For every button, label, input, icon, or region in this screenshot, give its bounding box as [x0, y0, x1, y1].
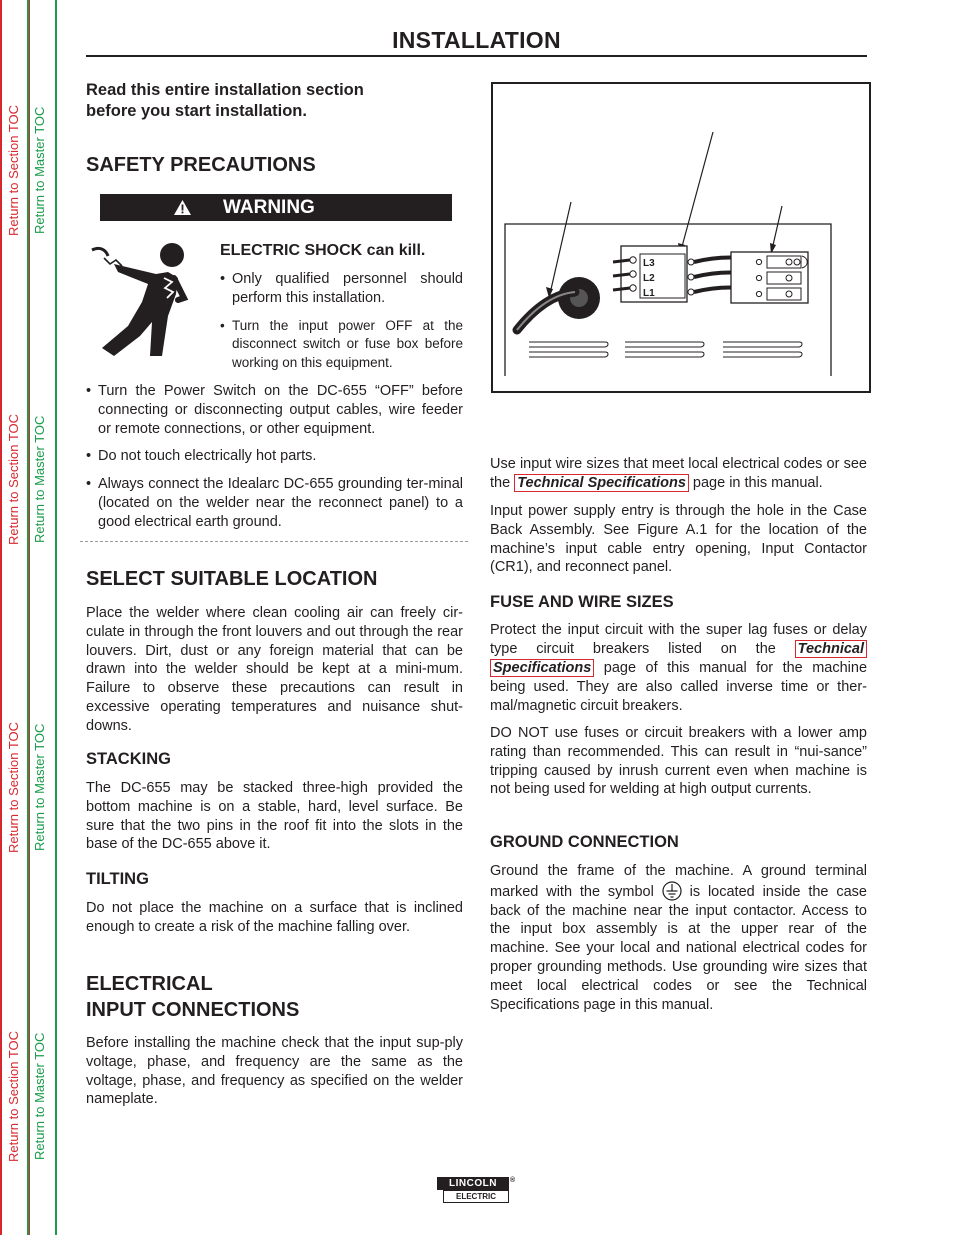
safety-bullet: • Do not touch electrically hot parts. — [86, 447, 463, 466]
specifications-link[interactable]: Specifications — [490, 659, 594, 677]
return-section-toc-link-1[interactable]: Return to Section TOC — [6, 104, 21, 236]
electrical-heading-line-2: INPUT CONNECTIONS — [86, 999, 300, 1021]
logo-registered: ® — [510, 1177, 516, 1184]
ground-symbol-icon — [662, 881, 682, 901]
warning-banner — [100, 194, 452, 221]
safety-heading: SAFETY PRECAUTIONS — [86, 154, 316, 176]
ground-text: Ground the frame of the machine. A ground terminal marked with the symbol — [490, 863, 867, 900]
power-entry-paragraph: Input power supply entry is through the hole in the Case Back Assembly. See Figure A.1 for the location of the machine’s input cable entry opening, Input Contactor (CR1), and reconnect panel. — [490, 503, 867, 576]
fuse-warning-paragraph: DO NOT use fuses or circuit breakers with a lower amp rating than recommended. This can result in “nui-sance” tripping caused by inrush current even when machine is not being used for welding at high output currents. — [490, 725, 867, 798]
stacking-heading: STACKING — [86, 750, 171, 768]
ground-paragraph — [490, 862, 867, 1014]
ground-heading: GROUND CONNECTION — [490, 833, 679, 851]
technical-link[interactable]: Technical — [795, 640, 867, 658]
return-master-toc-link-1[interactable]: Return to Master TOC — [32, 106, 47, 234]
location-heading: SELECT SUITABLE LOCATION — [86, 568, 378, 590]
terminal-label-l1: L1 — [643, 288, 655, 299]
return-master-toc-link-2[interactable]: Return to Master TOC — [32, 415, 47, 543]
page-title: INSTALLATION — [392, 27, 561, 53]
safety-bullets — [86, 382, 463, 532]
tilting-heading: TILTING — [86, 870, 149, 888]
electrical-heading-line-1: ELECTRICAL — [86, 973, 213, 995]
terminal-label-l3: L3 — [643, 258, 655, 269]
electrical-heading — [86, 971, 466, 1023]
return-section-toc-link-2[interactable]: Return to Section TOC — [6, 413, 21, 545]
stacking-text: The DC-655 may be stacked three-high provided the bottom machine is on a stable, hard, level surface. Be sure that the two pins in the roof fit into the slots in the base of the DC-655 above it. — [86, 780, 463, 853]
location-text: Place the welder where clean cooling air can freely cir-culate in through the front louvers and out through the rear louvers. Dirt, dust or any foreign material that can be drawn into the welder should be kept at a mini-mum. Failure to observe these precautions can result in excessive operating temperatures and nuisance shut-downs. — [86, 605, 463, 734]
safety-bullet: • Always connect the Idealarc DC-655 grounding ter-minal (located on the welder near the reconnect panel) to a good electrical earth ground. — [86, 475, 463, 531]
safety-bullet: • Turn the Power Switch on the DC-655 “OFF” before connecting or disconnecting output cables, wire feeder or remote connections, or other equipment. — [86, 382, 463, 438]
terminal-label-l2: L2 — [643, 273, 655, 284]
wire-size-paragraph — [490, 455, 867, 493]
fuse-heading: FUSE AND WIRE SIZES — [490, 593, 674, 611]
lincoln-electric-logo — [437, 1177, 517, 1203]
shock-heading: ELECTRIC SHOCK can kill. — [220, 242, 426, 259]
shock-bullet: • Only qualified personnel should perform this installation. — [220, 270, 463, 308]
warning-triangle-icon — [174, 200, 191, 215]
return-master-toc-link-3[interactable]: Return to Master TOC — [32, 723, 47, 851]
fuse-text-end: page of this manual for the machine being used. They are also called inverse time or ther-mal/magnetic circuit breakers. — [490, 659, 868, 714]
tilting-text: Do not place the machine on a surface that is inclined enough to create a risk of the machine falling over. — [86, 900, 463, 935]
fuse-text: Protect the input circuit with the super lag fuses or delay type circuit breakers listed on the — [490, 622, 867, 657]
wire-size-text: Use input wire sizes that meet local electrical codes or see the — [490, 456, 867, 491]
fuse-paragraph — [490, 621, 867, 716]
logo-bottom: ELECTRIC — [443, 1190, 509, 1203]
logo-top: LINCOLN — [437, 1177, 509, 1190]
electrical-text: Before installing the machine check that the input sup-ply voltage, phase, and frequency are the same as the voltage, phase, and frequency as specified on the welder nameplate. — [86, 1035, 463, 1108]
return-master-toc-link-4[interactable]: Return to Master TOC — [32, 1032, 47, 1160]
section-divider — [80, 541, 468, 542]
return-section-toc-link-3[interactable]: Return to Section TOC — [6, 721, 21, 853]
technical-specifications-link[interactable]: Technical Specifications — [514, 474, 689, 492]
electric-shock-icon — [88, 238, 208, 356]
input-box-diagram — [493, 84, 869, 391]
ground-text-end: is located inside the case back of the machine near the input contactor. Access to the input box assembly is at the upper rear of the machine. See your local and national electrical codes for proper grounding methods. Use grounding wire sizes that meet local electrical codes or see the Technical Specifications page in this manual. — [490, 883, 867, 1013]
shock-bullets — [220, 270, 463, 373]
return-section-toc-link-4[interactable]: Return to Section TOC — [6, 1030, 21, 1162]
warning-label: WARNING — [223, 197, 315, 218]
read-section-lead: Read this entire installation section before you start installation. — [86, 81, 364, 120]
title-rule — [86, 55, 867, 57]
wire-size-text-end: page in this manual. — [692, 474, 823, 491]
shock-bullet: • Turn the input power OFF at the disconnect switch or fuse box before working on this equipment. — [220, 317, 463, 373]
input-connection-figure — [491, 82, 871, 393]
